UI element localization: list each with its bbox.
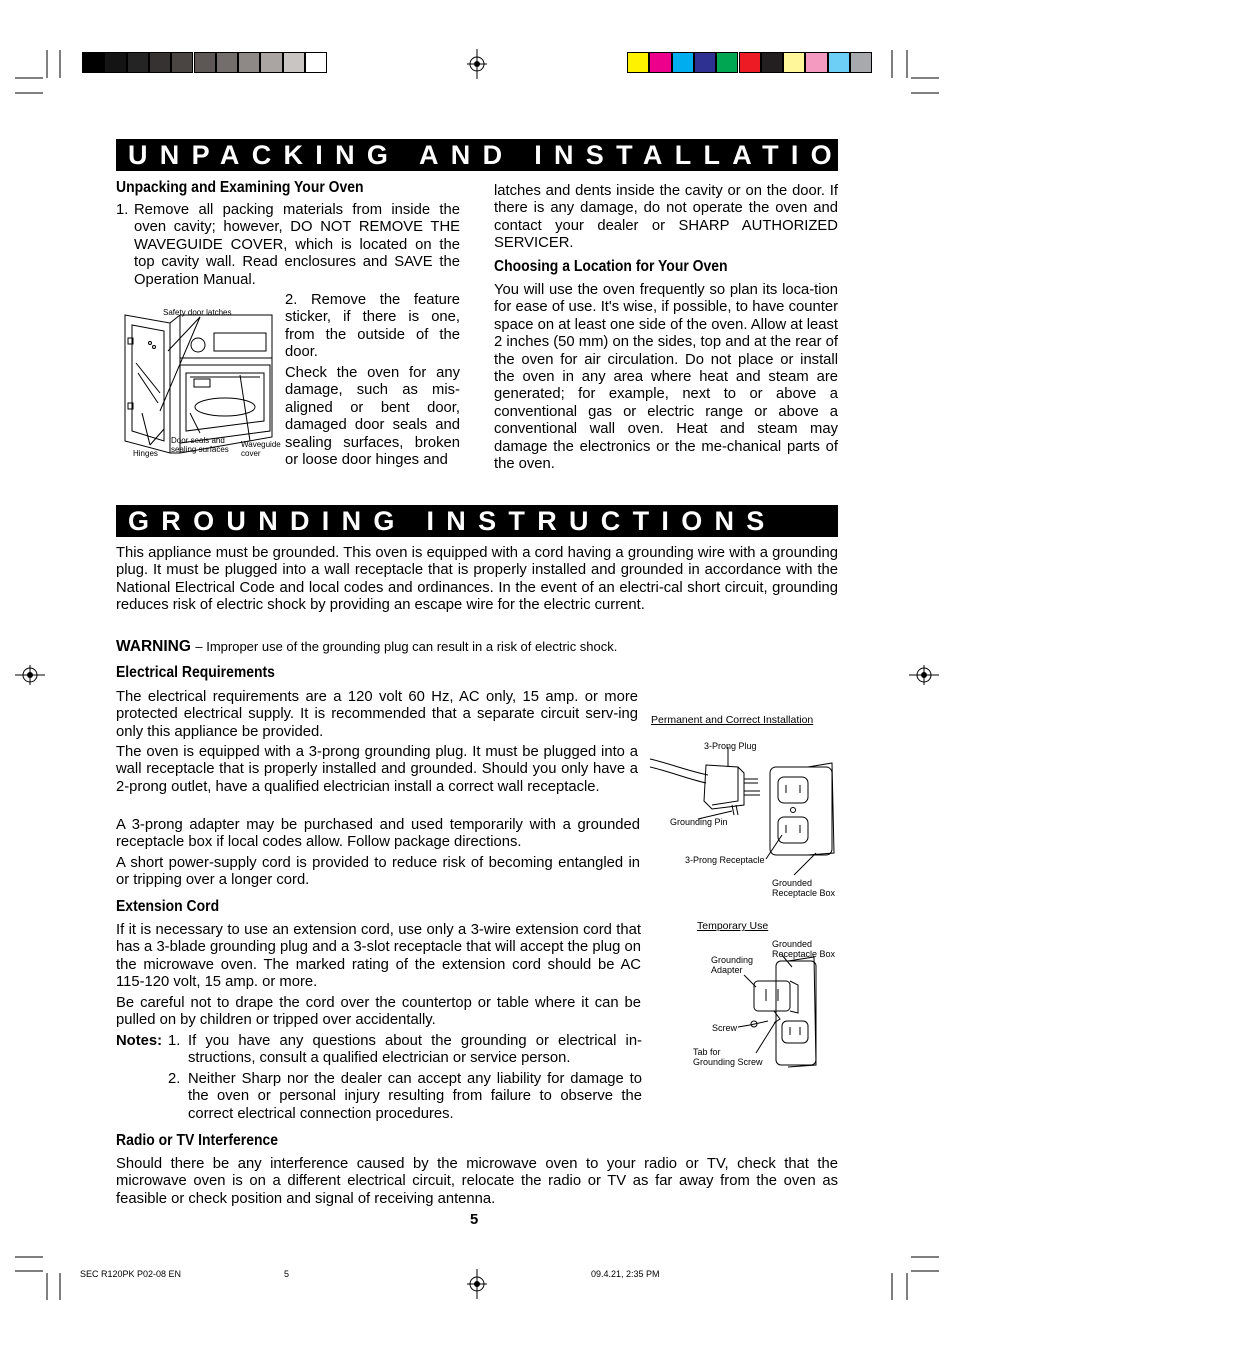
fig2-screw-label: Screw [712, 1023, 738, 1033]
color-swatch [716, 52, 738, 73]
color-swatch [850, 52, 872, 73]
location-text: You will use the oven frequently so plan its loca-tion for ease of use. It's wise, if possible, to have counter space on at least one side of the oven. Allow at least 2 inches (50 mm) on the sides, top and at the rear of the oven for air circulation. Do not place or install the oven in any area where heat and steam are generated; for example, next to or above a conventional gas or electric range or above a conventional wall oven. Heat and steam may damage the electronics or the me-chanical parts of the oven. [494, 282, 838, 473]
fig2-box-label: Grounded Receptacle Box [772, 939, 836, 959]
note1-text: If you have any questions about the grounding or electrical in-structions, consult a qualified electrician or service person. [188, 1033, 642, 1067]
note2-text: Neither Sharp nor the dealer can accept any liability for damage to the oven or personal injury resulting from failure to observe the correct electrical connection procedures. [188, 1071, 642, 1122]
color-swatch [805, 52, 827, 73]
color-swatch [783, 52, 805, 73]
electrical-p4: A short power-supply cord is provided to reduce risk of becoming entangled in or tripping over a longer cord. [116, 855, 640, 889]
unpacking-heading: Unpacking and Examining Your Oven [116, 179, 364, 196]
color-swatch [260, 52, 282, 73]
label-door-seals: Door seals and sealing surfaces [171, 436, 229, 454]
electrical-heading: Electrical Requirements [116, 664, 275, 681]
footer-file: SEC R120PK P02-08 EN [80, 1269, 182, 1279]
color-swatch [194, 52, 216, 73]
extension-p2: Be careful not to drape the cord over the countertop or table where it can be pulled on by children or tripped over accidentally. [116, 995, 641, 1029]
color-swatch [627, 52, 649, 73]
fig2-tab-label: Tab for Grounding Screw [693, 1047, 763, 1067]
label-hinges: Hinges [133, 449, 158, 458]
color-swatch [104, 52, 126, 73]
warning-label: WARNING [116, 638, 191, 655]
color-swatch [238, 52, 260, 73]
warning-line [116, 638, 617, 656]
extension-heading: Extension Cord [116, 898, 220, 915]
section-title-unpacking: UNPACKING AND INSTALLATION INSTRUCTIONS [116, 139, 838, 171]
item1-number: 1. [116, 202, 129, 218]
electrical-p3: A 3-prong adapter may be purchased and used temporarily with a grounded receptacle box if local codes allow. Follow package directions. [116, 817, 640, 851]
color-swatch [127, 52, 149, 73]
color-swatch [171, 52, 193, 73]
electrical-p1: The electrical requirements are a 120 volt 60 Hz, AC only, 15 amp. or more protected electrical supply. It is recommended that a separate circuit serv-ing only this appliance be provided. [116, 689, 638, 740]
fig1-box-label: Grounded Receptacle Box [772, 878, 836, 898]
section-title-grounding: GROUNDING INSTRUCTIONS [116, 505, 838, 537]
color-swatch [828, 52, 850, 73]
check-text: Check the oven for any damage, such as mis-aligned or bent door, damaged door seals and sealing surfaces, broken or loose door hinges and [285, 365, 460, 469]
electrical-p2: The oven is equipped with a 3-prong grounding plug. It must be plugged into a wall receptacle that is properly installed and grounded. Should you only have a 2-prong outlet, have a qualified electrician install a correct wall receptacle. [116, 744, 638, 795]
color-swatch [305, 52, 327, 73]
item1-text: Remove all packing materials from inside the oven cavity; however, DO NOT REMOVE THE WAVEGUIDE COVER, which is located on the top cavity wall. Read enclosures and SAVE the Operation Manual. [134, 202, 460, 288]
fig1-title: Permanent and Correct Installation [651, 714, 814, 726]
color-swatch [694, 52, 716, 73]
page-number: 5 [470, 1212, 479, 1228]
color-swatch [672, 52, 694, 73]
color-swatch [739, 52, 761, 73]
color-swatch [283, 52, 305, 73]
fig1-receptacle-label: 3-Prong Receptacle [685, 855, 765, 865]
permanent-installation-figure [648, 735, 838, 895]
color-swatch [761, 52, 783, 73]
color-swatch [149, 52, 171, 73]
fig1-pin-label: Grounding Pin [670, 817, 728, 827]
note1-number: 1. [168, 1033, 181, 1049]
warning-text: – Improper use of the grounding plug can result in a risk of electric shock. [195, 639, 618, 654]
item2-text: 2. Remove the feature sticker, if there is one, from the outside of the door. [285, 292, 460, 361]
color-swatch [216, 52, 238, 73]
extension-p1: If it is necessary to use an extension cord, use only a 3-wire extension cord that has a 3-blade grounding plug and a 3-slot receptacle that will accept the plug on the microwave oven. The marked rating of the extension cord should be AC 115-120 volt, 15 amp. or more. [116, 922, 641, 991]
footer-timestamp: 09.4.21, 2:35 PM [591, 1269, 660, 1279]
footer-page: 5 [284, 1269, 290, 1279]
fig1-plug-label: 3-Prong Plug [704, 741, 757, 751]
fig2-adapter-label: Grounding Adapter [711, 955, 754, 975]
col2-continuation: latches and dents inside the cavity or on the door. If there is any damage, do not operate the oven and contact your dealer or SHARP AUTHORIZED SERVICER. [494, 183, 838, 252]
radio-text: Should there be any interference caused by the microwave oven to your radio or TV, check that the microwave oven is on a different electrical circuit, relocate the radio or TV as far away from the oven as feasible or check position and signal of receiving antenna. [116, 1156, 838, 1207]
notes-label: Notes: [116, 1033, 163, 1049]
label-waveguide: Waveguide cover [241, 440, 281, 458]
location-heading: Choosing a Location for Your Oven [494, 258, 728, 275]
label-safety-latches: Safety door latches [163, 308, 232, 317]
color-swatch [82, 52, 104, 73]
color-swatch [649, 52, 671, 73]
fig2-title: Temporary Use [697, 920, 769, 932]
grounding-intro: This appliance must be grounded. This oven is equipped with a cord having a grounding wire with a grounding plug. It must be plugged into a wall receptacle that is properly installed and grounded in accordance with the National Electrical Code and local codes and ordinances. In the event of an electri-cal short circuit, grounding reduces risk of electric shock by providing an escape wire for the electric current. [116, 545, 838, 614]
note2-number: 2. [168, 1071, 181, 1087]
radio-heading: Radio or TV Interference [116, 1132, 279, 1149]
